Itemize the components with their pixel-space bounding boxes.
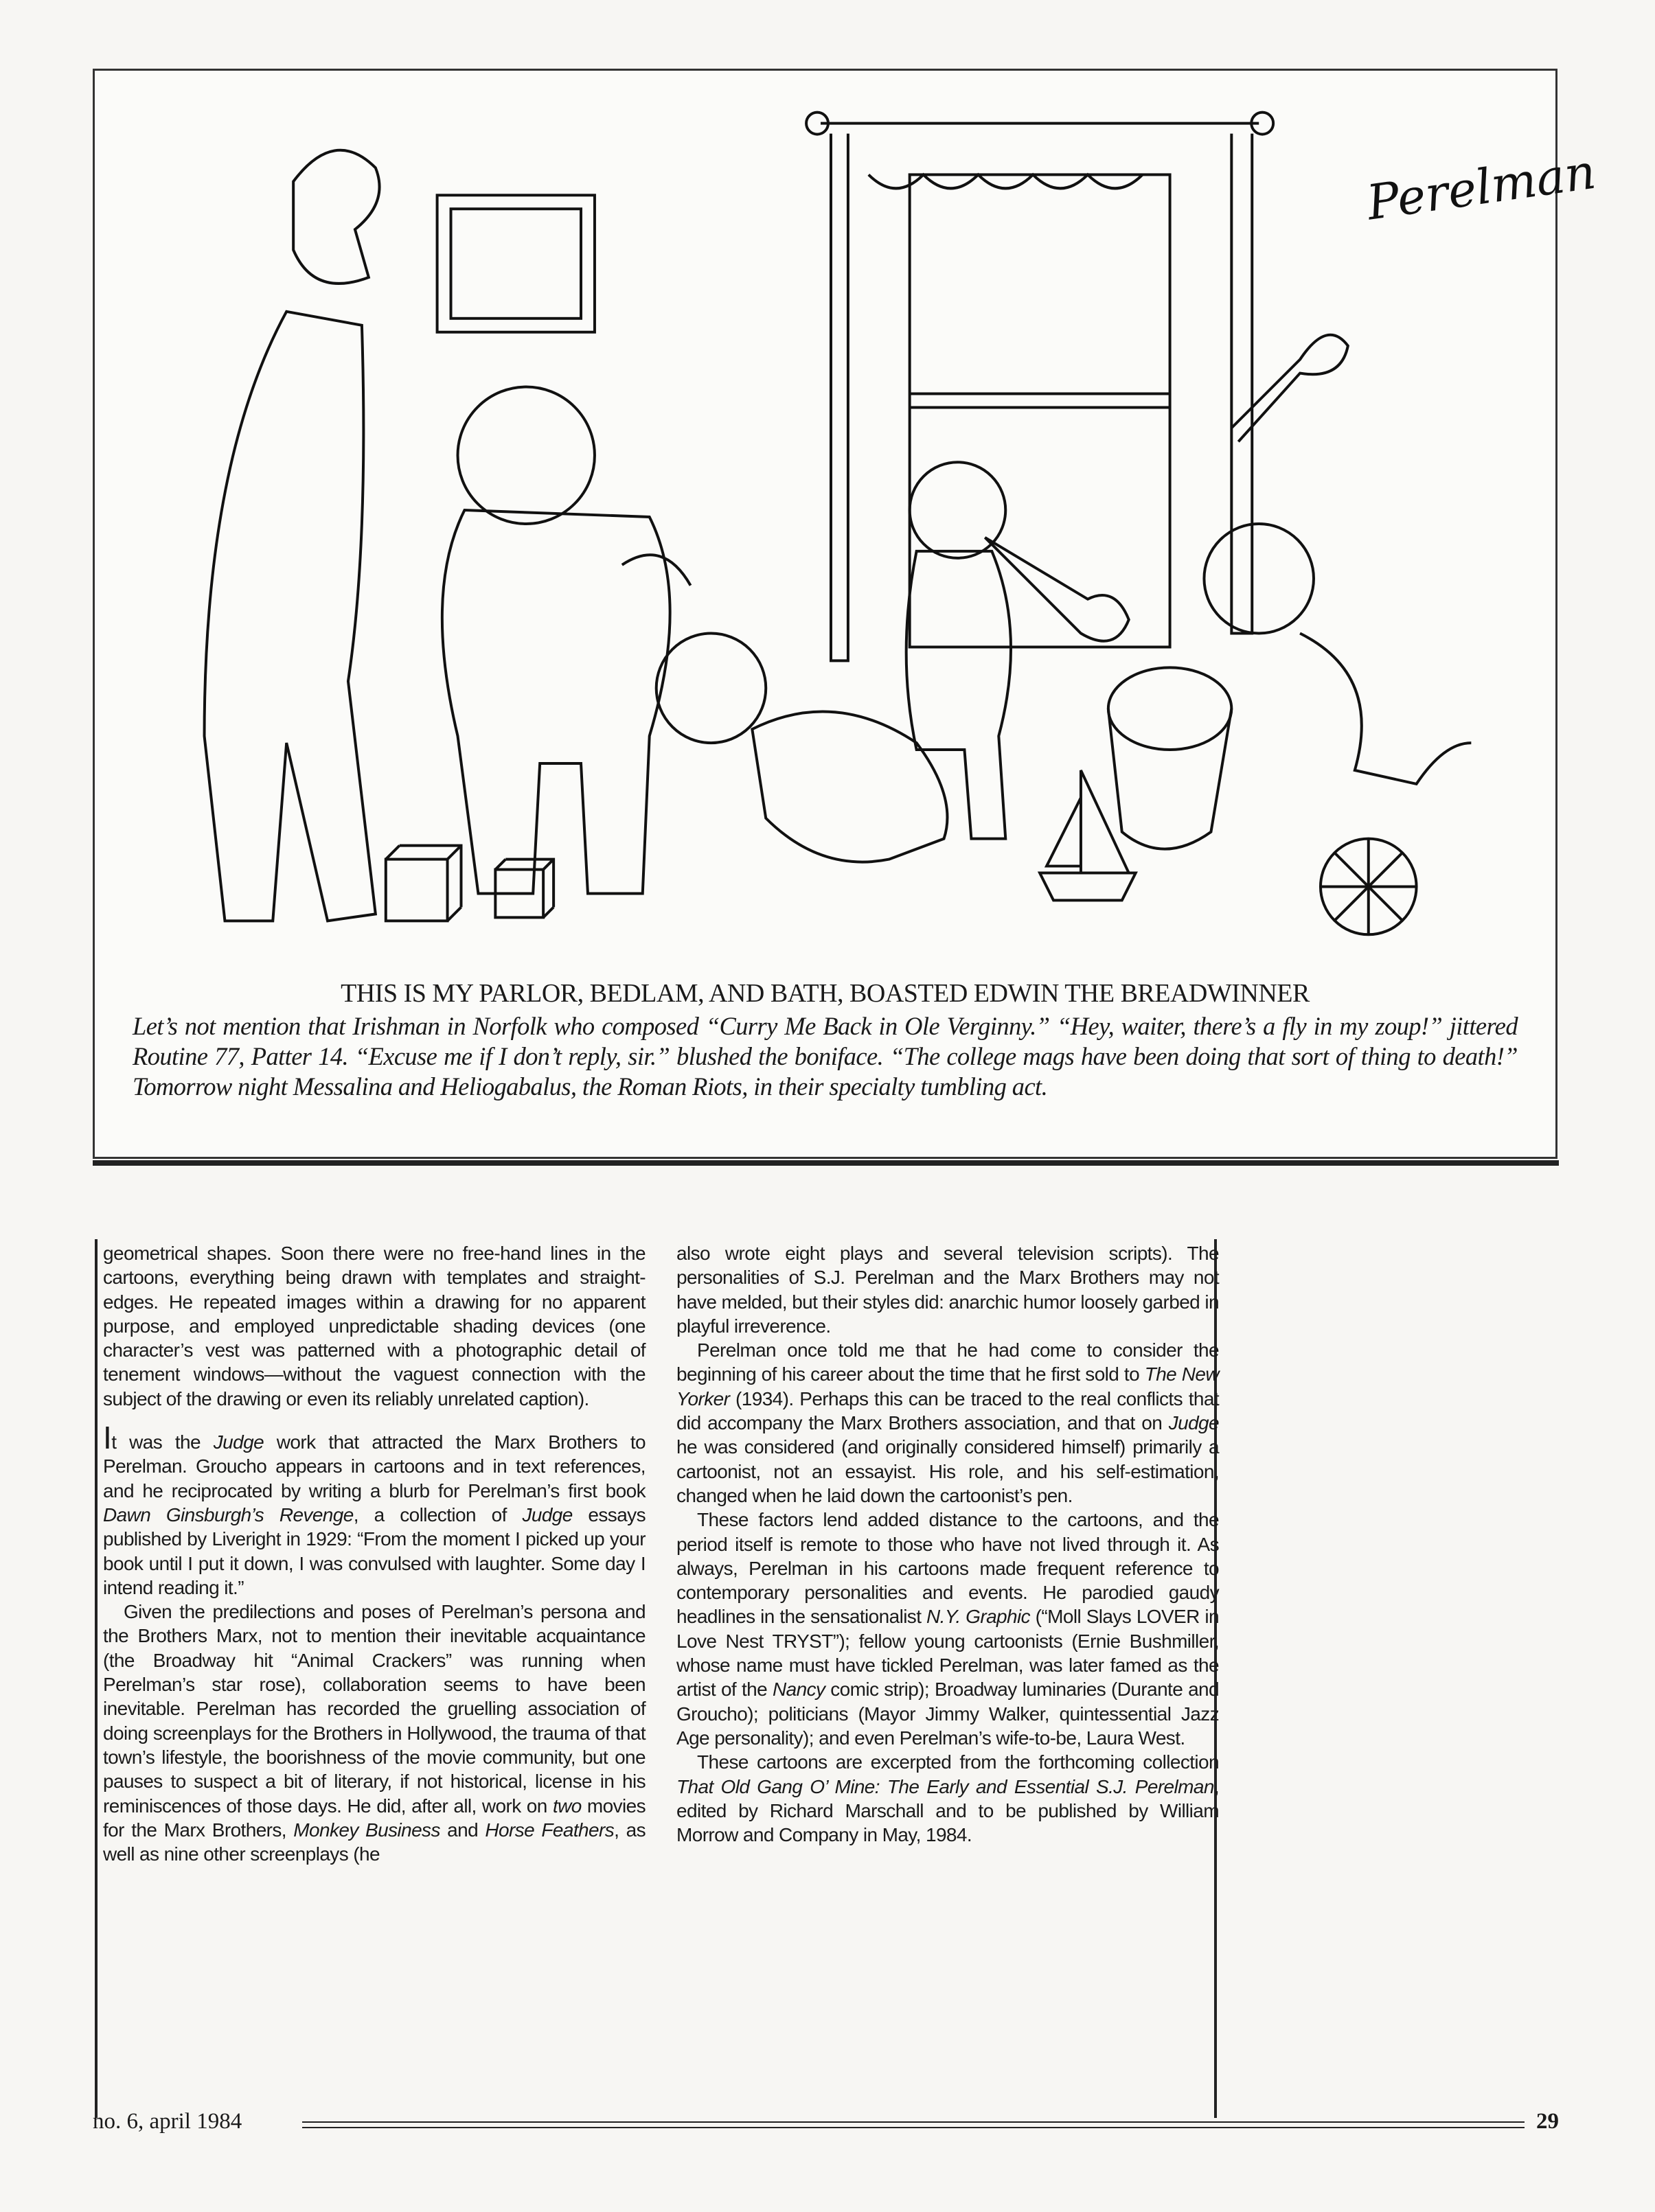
cartoon-frame (93, 69, 1599, 1159)
text: , a collection of (353, 1504, 523, 1525)
paragraph (676, 1750, 1219, 1847)
publication-title: N.Y. Graphic (926, 1606, 1031, 1628)
film-title: Monkey Business (293, 1819, 440, 1841)
vest-man (458, 387, 595, 524)
drum (1108, 667, 1231, 750)
article-left-column (103, 1241, 646, 1866)
emphasis: two (552, 1795, 582, 1817)
text: and (440, 1819, 486, 1841)
drop-cap: I (103, 1420, 112, 1456)
text: comic strip); Broadway luminaries (Durante and Groucho); politicians (Mayor Jimmy Walker, quintessential Jazz Age personality); and even Perelman’s wife-to-be, Laura West. (676, 1679, 1219, 1749)
wall-picture (437, 195, 595, 332)
paragraph (676, 1338, 1219, 1508)
text: essays published by Liveright in 1929: “From the moment I picked up your book until I put it down, I was convulsed with laughter. Some day I intend reading it.” (103, 1504, 646, 1598)
window (910, 174, 1170, 647)
cartoon-caption-body: Let’s not mention that Irishman in Norfolk who composed “Curry Me Back in Ole Verginny.” “Hey, waiter, there’s a fly in my zoup!” jittered Routine 77, Patter 14. “Excuse me if I don’t reply, sir.” blushed the boniface. “The college mags have been doing that sort of thing to death!” Tomorrow night Messalina and Heliogabalus, the Roman Riots, in their specialty tumbling act. (133, 1012, 1518, 1101)
drummer-boy (1204, 524, 1314, 634)
svg-text:Perelman: Perelman (1363, 143, 1599, 231)
paragraph: geometrical shapes. Soon there were no free-hand lines in the cartoons, everything being drawn with templates and straight-edges. He repeated images within a drawing for no apparent purpose, and employed unpredictable shading devices (one character’s vest was patterned with a photographic detail of tenement windows—without the vaguest connection with the subject of the drawing or even its reliably unrelated caption). (103, 1243, 646, 1409)
text: (1934). Perhaps this can be traced to the real conflicts that did accompany the Marx Brothers association, and that on (676, 1387, 1219, 1434)
left-column-rule (95, 1239, 98, 2118)
publication-title: The New Yorker (676, 1363, 1219, 1409)
fallen-boy (657, 634, 766, 744)
comic-title: Nancy (773, 1679, 825, 1701)
section-divider (93, 1160, 1559, 1166)
paragraph (103, 1420, 646, 1600)
text: he was considered (and originally considered himself) primarily a cartoonist, not an essayist. His role, and his self-estimation, changed when he laid down the cartoonist’s pen. (676, 1436, 1219, 1506)
publication-title: Judge (522, 1504, 573, 1525)
text: movies for the Marx Brothers, (103, 1795, 646, 1841)
text: , edited by Richard Marschall and to be published by William Morrow and Company in May, 1984. (676, 1775, 1219, 1846)
film-title: Horse Feathers (485, 1819, 615, 1841)
toy-sailboat (1040, 770, 1136, 900)
paragraph (676, 1508, 1219, 1750)
toy-block (386, 860, 448, 921)
text: work that attracted the Marx Brothers to Perelman. Groucho appears in cartoons and in text references, and he reciprocated by writing a blurb for Perelman’s first book (103, 1431, 646, 1501)
cartoon-caption-title: THIS IS MY PARLOR, BEDLAM, AND BATH, BOASTED EDWIN THE BREADWINNER (341, 979, 1310, 1008)
article-right-column (676, 1241, 1219, 1847)
page-number: 29 (1536, 2109, 1559, 2134)
text: These cartoons are excerpted from the forthcoming collection (697, 1751, 1219, 1773)
paragraph: also wrote eight plays and several television scripts). The personalities of S.J. Perelman and the Marx Brothers may not have melded, but their styles did: anarchic humor loosely garbed in playful irreverence. (676, 1243, 1219, 1337)
footer-double-rule (302, 2121, 1525, 2128)
text: Given the predilections and poses of Perelman’s persona and the Brothers Marx, not to mention their inevitable acquaintance (the Broadway hit “Animal Crackers” was running when Perelman’s star rose), collaboration seems to have been inevitable. Perelman has recorded the gruelling association of doing screenplays for the Brothers in Hollywood, the trauma of that town’s lifestyle, the boorishness of the movie community, but one pauses to suspect a bit of literary, if not historical, license in his reminiscences of those days. He did, after all, work on (103, 1601, 646, 1817)
issue-info: no. 6, april 1984 (93, 2109, 242, 2134)
text: t was the (111, 1431, 214, 1453)
book-title: That Old Gang O’ Mine: The Early and Essential S.J. Perelman (676, 1775, 1214, 1797)
paragraph (103, 1600, 646, 1866)
publication-title: Judge (1168, 1412, 1219, 1434)
tall-man (293, 150, 379, 284)
horn (985, 538, 1128, 641)
cartoon-illustration (95, 71, 1599, 963)
text: These factors lend added distance to the cartoons, and the period itself is remote to those who have not lived through it. As always, Perelman in his cartoons made frequent reference to contemporary personalities and events. He parodied gaudy headlines in the sensationalist (676, 1509, 1219, 1628)
book-title: Dawn Ginsburgh’s Revenge (103, 1504, 354, 1525)
text: Perelman once told me that he had come to consider the beginning of his career about the time that he first sold to (676, 1339, 1219, 1385)
publication-title: Judge (213, 1431, 264, 1453)
drumstick (1231, 335, 1348, 442)
text: (“Moll Slays LOVER in Love Nest TRYST”); fellow young cartoonists (Ernie Bushmiller, whose name must have tickled Perelman, was later famed as the artist of the (676, 1606, 1219, 1701)
text: , as well as nine other screenplays (he (103, 1819, 646, 1865)
